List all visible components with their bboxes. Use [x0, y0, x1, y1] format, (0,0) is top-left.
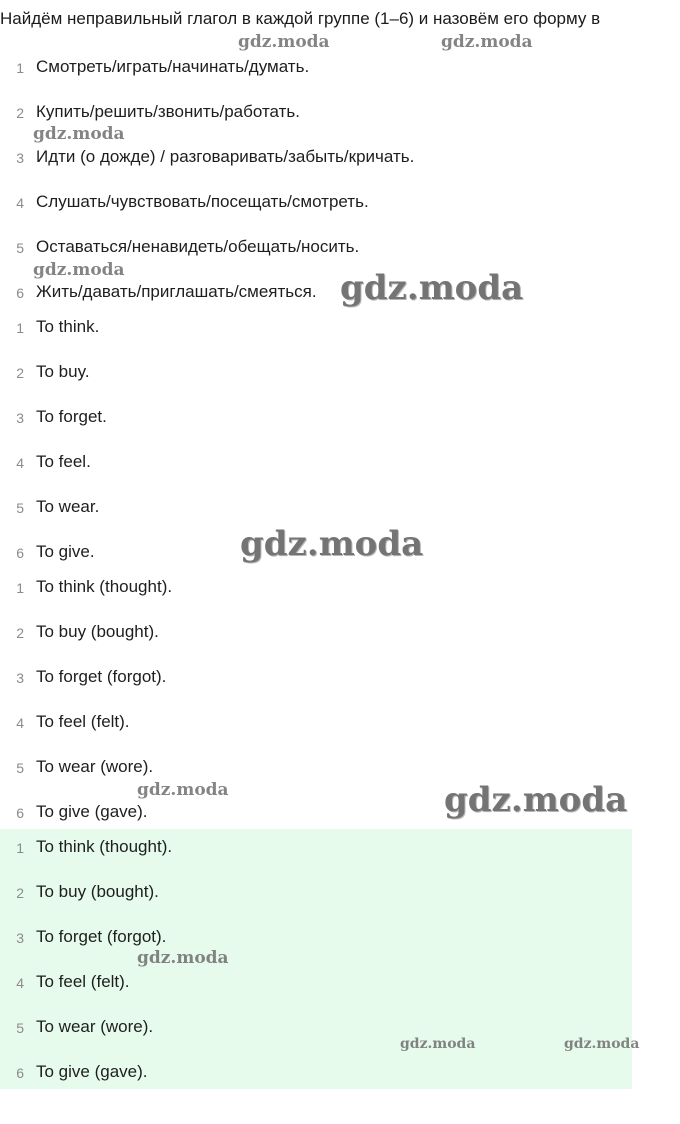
item-number: 1 — [16, 580, 24, 596]
task-instruction: Найдём неправильный глагол в каждой группе (1–6) и назовём его форму в — [0, 9, 601, 28]
watermark: gdz.moda — [441, 32, 533, 52]
item-text: To feel. — [36, 452, 91, 471]
list-item — [0, 146, 632, 191]
list-item — [0, 1016, 632, 1061]
list-item — [0, 756, 632, 801]
list-item — [0, 281, 632, 316]
item-number: 5 — [16, 760, 24, 776]
watermark: gdz.moda — [444, 780, 628, 820]
answer-block — [0, 829, 632, 1089]
item-number: 5 — [16, 1020, 24, 1036]
list-item — [0, 836, 632, 881]
item-text: To give (gave). — [36, 1062, 148, 1081]
item-text: To buy (bought). — [36, 622, 159, 641]
watermark: gdz.moda — [238, 32, 330, 52]
item-number: 4 — [16, 975, 24, 991]
item-number: 6 — [16, 805, 24, 821]
list-item — [0, 666, 632, 711]
list-item — [0, 496, 632, 541]
item-text: Жить/давать/приглашать/смеяться. — [36, 282, 317, 301]
item-text: To forget. — [36, 407, 107, 426]
item-text: To wear (wore). — [36, 1017, 154, 1036]
watermark: gdz.moda — [137, 948, 229, 968]
item-number: 3 — [16, 410, 24, 426]
list-item — [0, 971, 632, 1016]
item-number: 6 — [16, 285, 24, 301]
watermark: gdz.moda — [33, 124, 125, 144]
item-number: 3 — [16, 670, 24, 686]
item-number: 2 — [16, 625, 24, 641]
item-text: To think. — [36, 317, 100, 336]
list-item — [0, 451, 632, 496]
item-text: To give. — [36, 542, 95, 561]
item-number: 6 — [16, 1065, 24, 1081]
item-number: 5 — [16, 500, 24, 516]
item-number: 3 — [16, 930, 24, 946]
item-number: 1 — [16, 60, 24, 76]
list-item — [0, 406, 632, 451]
watermark: gdz.moda — [33, 260, 125, 280]
item-text: Слушать/чувствовать/посещать/смотреть. — [36, 192, 369, 211]
item-number: 2 — [16, 885, 24, 901]
item-text: To forget (forgot). — [36, 927, 167, 946]
list-item — [0, 236, 632, 281]
list-item — [0, 361, 632, 406]
item-text: To buy. — [36, 362, 90, 381]
item-text: To wear (wore). — [36, 757, 154, 776]
list-item — [0, 711, 632, 756]
item-text: Смотреть/играть/начинать/думать. — [36, 57, 310, 76]
list-item — [0, 576, 632, 621]
list-item — [0, 881, 632, 926]
list-item — [0, 56, 632, 101]
watermark: gdz.moda — [137, 780, 229, 800]
item-text: To feel (felt). — [36, 712, 130, 731]
item-number: 1 — [16, 840, 24, 856]
item-number: 6 — [16, 545, 24, 561]
item-text: To buy (bought). — [36, 882, 159, 901]
item-number: 4 — [16, 715, 24, 731]
item-text: To forget (forgot). — [36, 667, 167, 686]
item-text: Купить/решить/звонить/работать. — [36, 102, 300, 121]
list-item — [0, 621, 632, 666]
past-forms-list — [0, 576, 632, 826]
list-item — [0, 316, 632, 361]
item-number: 1 — [16, 320, 24, 336]
item-text: To give (gave). — [36, 802, 148, 821]
watermark: gdz.moda — [240, 524, 424, 564]
watermark: gdz.moda — [564, 1036, 640, 1052]
list-item — [0, 101, 632, 146]
verb-groups-list — [0, 56, 632, 316]
item-text: To think (thought). — [36, 837, 173, 856]
item-text: To wear. — [36, 497, 100, 516]
list-item — [0, 801, 632, 826]
item-text: Идти (о дожде) / разговаривать/забыть/кричать. — [36, 147, 415, 166]
list-item — [0, 1061, 632, 1091]
item-number: 2 — [16, 105, 24, 121]
list-item — [0, 541, 632, 576]
list-item — [0, 191, 632, 236]
item-number: 2 — [16, 365, 24, 381]
watermark: gdz.moda — [400, 1036, 476, 1052]
item-text: To think (thought). — [36, 577, 173, 596]
list-item — [0, 926, 632, 971]
english-verbs-list — [0, 316, 632, 576]
item-text: To feel (felt). — [36, 972, 130, 991]
item-text: Оставаться/ненавидеть/обещать/носить. — [36, 237, 360, 256]
watermark: gdz.moda — [340, 268, 524, 308]
item-number: 4 — [16, 455, 24, 471]
item-number: 5 — [16, 240, 24, 256]
item-number: 4 — [16, 195, 24, 211]
task-header — [0, 6, 680, 44]
item-number: 3 — [16, 150, 24, 166]
